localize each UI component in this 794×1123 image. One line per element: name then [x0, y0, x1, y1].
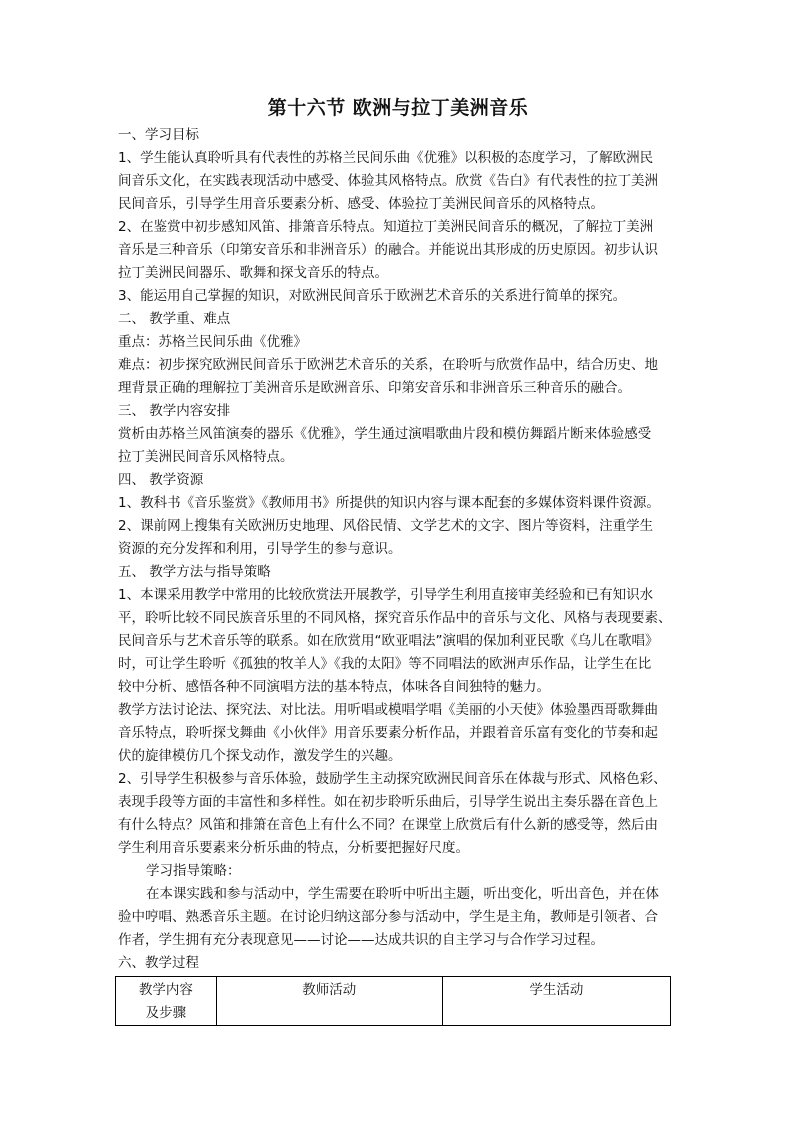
section-heading-resources: 四、 教学资源	[118, 472, 204, 488]
paragraph-line: 资源的充分发挥和利用，引导学生的参与意识。	[118, 541, 402, 557]
paragraph-line: 音乐特点，聆听探戈舞曲《小伙伴》用音乐要素分析作品，并跟着音乐富有变化的节奏和起	[118, 725, 658, 741]
paragraph-line: 验中哼唱、熟悉音乐主题。在讨论归纳这部分参与活动中，学生是主角，教师是引领者、合	[118, 909, 658, 925]
paragraph-line: 2、在鉴赏中初步感知风笛、排箫音乐特点。知道拉丁美洲民间音乐的概况，了解拉丁美洲	[118, 219, 654, 235]
paragraph-line: 1、本课采用教学中常用的比较欣赏法开展教学，引导学生利用直接审美经验和已有知识水	[118, 587, 654, 603]
paragraph-line: 理背景正确的理解拉丁美洲音乐是欧洲音乐、印第安音乐和非洲音乐三种音乐的融合。	[118, 380, 631, 396]
document-page	[118, 96, 678, 1026]
paragraph-line: 1、教科书《音乐鉴赏》《教师用书》所提供的知识内容与课本配套的多媒体资料课件资源。	[118, 495, 660, 511]
paragraph-line: 在本课实践和参与活动中，学生需要在聆听中听出主题，听出变化，听出音色，并在体	[146, 886, 659, 902]
paragraph-line: 赏析由苏格兰风笛演奏的器乐《优雅》，学生通过演唱歌曲片段和模仿舞蹈片断来体验感受	[118, 426, 652, 442]
paragraph-line: 有什么特点？风笛和排箫在音色上有什么不同？在课堂上欣赏后有什么新的感受等，然后由	[118, 817, 658, 833]
paragraph-line: 1、学生能认真聆听具有代表性的苏格兰民间乐曲《优雅》以积极的态度学习，了解欧洲民	[118, 150, 654, 166]
section-heading-key-points: 二、 教学重、难点	[118, 311, 231, 327]
paragraph-line: 拉丁美洲民间器乐、歌舞和探戈音乐的特点。	[118, 265, 388, 281]
paragraph-line: 2、引导学生积极参与音乐体验，鼓励学生主动探究欧洲民间音乐在体裁与形式、风格色彩、	[118, 771, 667, 787]
paragraph-line: 学生利用音乐要素来分析乐曲的特点，分析要把握好尺度。	[118, 840, 469, 856]
table-header-cell-student	[442, 977, 670, 1026]
table-header-cell-content	[116, 977, 217, 1026]
paragraph-line: 重点：苏格兰民间乐曲《优雅》	[118, 334, 307, 350]
header-label: 教师活动	[302, 982, 357, 998]
paragraph-line: 2、课前网上搜集有关欧洲历史地理、风俗民情、文学艺术的文字、图片等资料，注重学生	[118, 518, 654, 534]
header-label: 教学内容 及步骤	[138, 982, 193, 1021]
section-heading-content: 三、 教学内容安排	[118, 403, 231, 419]
section-heading-objectives: 一、学习目标	[118, 127, 199, 143]
paragraph-line: 民间音乐，引导学生用音乐要素分析、感受、体验拉丁美洲民间音乐的风格特点。	[118, 196, 604, 212]
table-header-cell-teacher	[216, 977, 442, 1026]
section-heading-methods: 五、 教学方法与指导策略	[118, 564, 271, 580]
process-table	[115, 976, 671, 1026]
paragraph-line: 作者，学生拥有充分表现意见——讨论——达成共识的自主学习与合作学习过程。	[118, 932, 604, 948]
paragraph-line: 平，聆听比较不同民族音乐里的不同风格，探究音乐作品中的音乐与文化、风格与表现要素、	[118, 610, 672, 626]
paragraph-line: 难点：初步探究欧洲民间音乐于欧洲艺术音乐的关系，在聆听与欣赏作品中，结合历史、地	[118, 357, 658, 373]
paragraph-line: 伏的旋律模仿几个探戈动作，激发学生的兴趣。	[118, 748, 402, 764]
paragraph-line: 表现手段等方面的丰富性和多样性。如在初步聆听乐曲后，引导学生说出主奏乐器在音色上	[118, 794, 658, 810]
paragraph-line: 时，可让学生聆听《孤独的牧羊人》《我的太阳》等不同唱法的欧洲声乐作品，让学生在比	[118, 656, 652, 672]
paragraph-line: 3、能运用自己掌握的知识，对欧洲民间音乐于欧洲艺术音乐的关系进行简单的探究。	[118, 288, 627, 304]
paragraph-line: 教学方法讨论法、探究法、对比法。用听唱或模唱学唱《美丽的小天使》体验墨西哥歌舞曲	[118, 702, 658, 718]
paragraph-line: 较中分析、感悟各种不同演唱方法的基本特点，体味各自间独特的魅力。	[118, 679, 550, 695]
section-heading-process: 六、教学过程	[118, 955, 199, 971]
paragraph-line: 拉丁美洲民间音乐风格特点。	[118, 449, 294, 465]
page-title: 第十六节 欧洲与拉丁美洲音乐	[267, 97, 529, 119]
paragraph-line: 民间音乐与艺术音乐等的联系。如在欣赏用“欧亚唱法”演唱的保加利亚民歌《乌儿在歌唱》	[118, 633, 659, 649]
paragraph-line: 音乐是三种音乐（印第安音乐和非洲音乐）的融合。并能说出其形成的历史原因。初步认识	[118, 242, 658, 258]
table-header-row	[116, 977, 671, 1026]
header-label: 学生活动	[529, 982, 584, 998]
paragraph-line: 间音乐文化，在实践表现活动中感受、体验其风格特点。欣赏《告白》有代表性的拉丁美洲	[118, 173, 658, 189]
strategy-heading: 学习指导策略：	[146, 863, 241, 879]
